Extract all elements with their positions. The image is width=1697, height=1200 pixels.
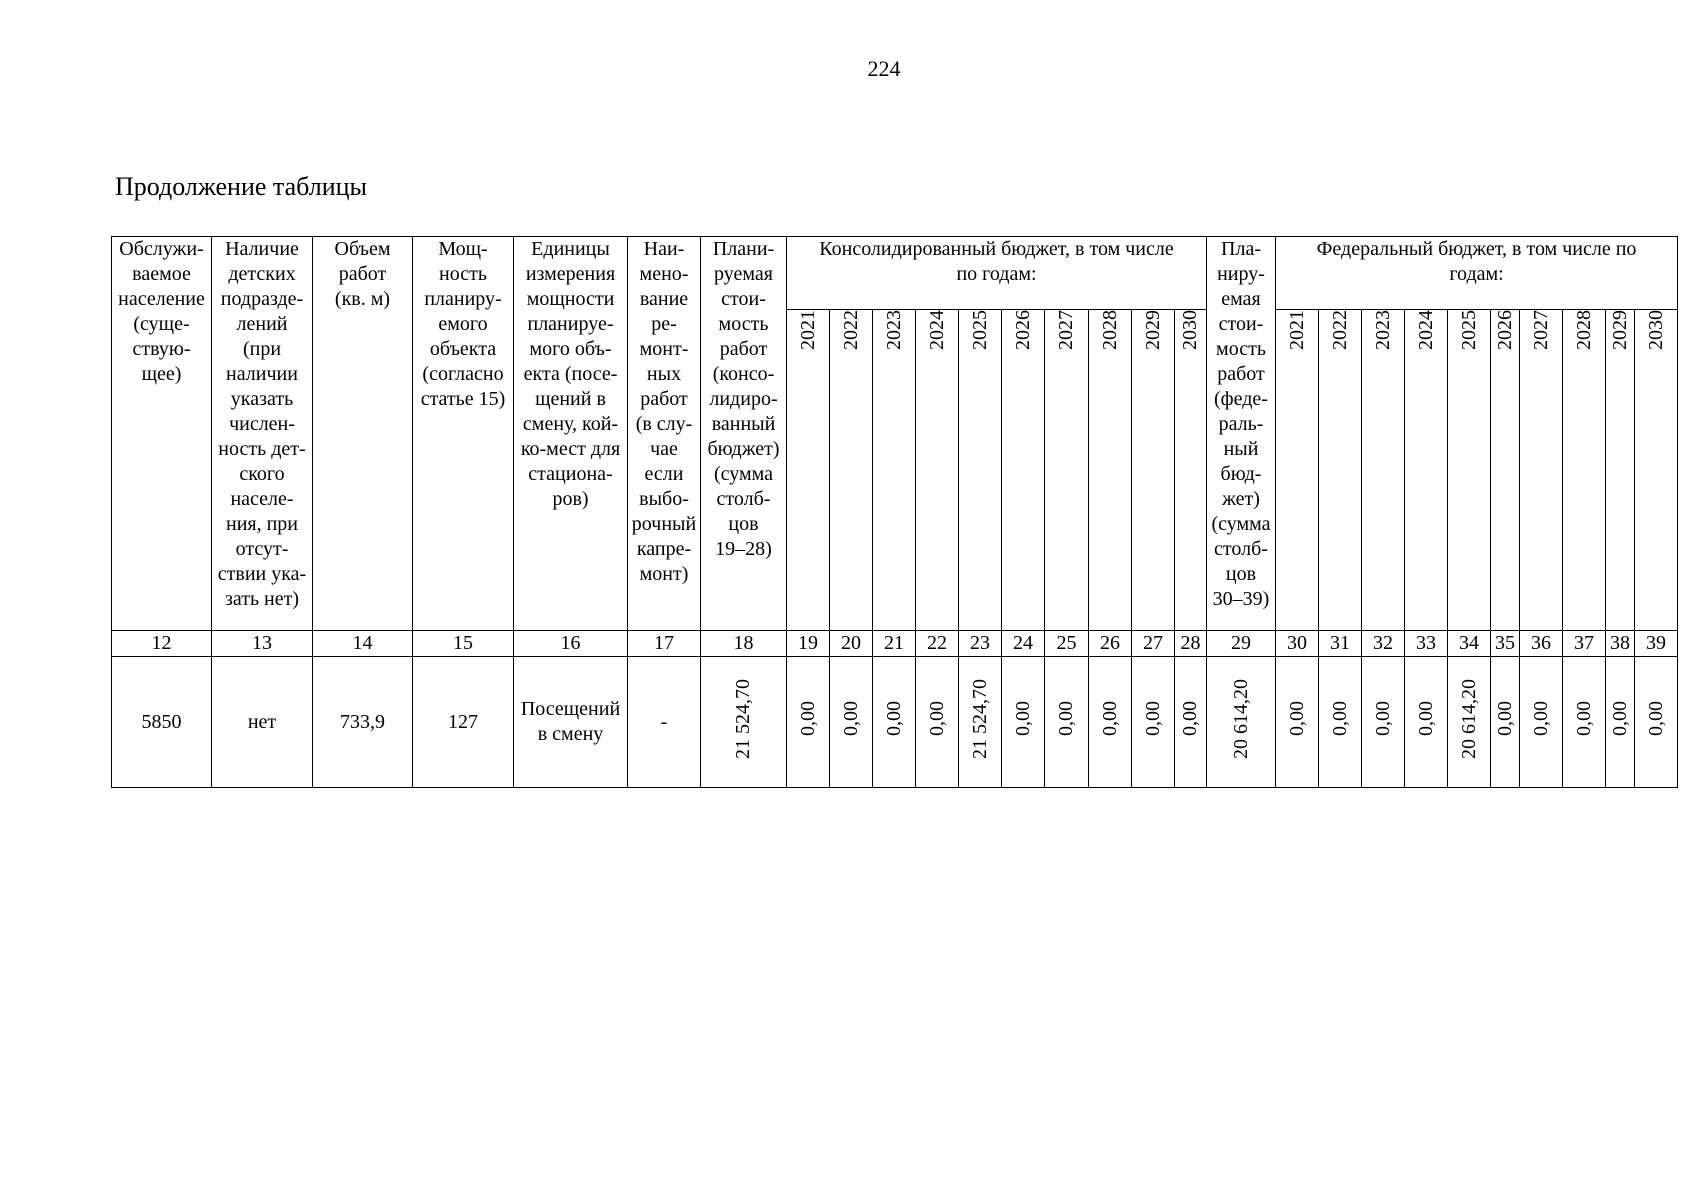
year-cell: 2027 xyxy=(1520,310,1563,631)
column-number: 13 xyxy=(212,631,313,657)
column-number: 26 xyxy=(1089,631,1132,657)
year-cell: 2029 xyxy=(1606,310,1635,631)
column-number: 23 xyxy=(959,631,1002,657)
federal-year-value: 0,00 xyxy=(1635,657,1678,788)
column-number: 25 xyxy=(1045,631,1089,657)
column-number: 18 xyxy=(701,631,787,657)
federal-year-value: 0,00 xyxy=(1491,657,1520,788)
year-cell: 2027 xyxy=(1045,310,1089,631)
column-number: 28 xyxy=(1175,631,1207,657)
federal-year-value: 0,00 xyxy=(1606,657,1635,788)
column-number: 31 xyxy=(1319,631,1362,657)
header-row xyxy=(112,237,1678,310)
column-number: 14 xyxy=(313,631,413,657)
federal-year-value: 0,00 xyxy=(1319,657,1362,788)
column-number: 22 xyxy=(916,631,959,657)
column-number: 20 xyxy=(830,631,873,657)
consolidated-year-value: 0,00 xyxy=(916,657,959,788)
year-cell: 2026 xyxy=(1491,310,1520,631)
budget-table xyxy=(111,236,1678,788)
year-cell: 2022 xyxy=(830,310,873,631)
header-planned-cost-consolidated: Плани- руемая стои- мость работ (консо- лидиро- ванный бюджет) (сумма столб- цов 19–28) xyxy=(701,237,787,631)
year-cell: 2028 xyxy=(1563,310,1606,631)
year-cell: 2028 xyxy=(1089,310,1132,631)
consolidated-year-value: 0,00 xyxy=(787,657,830,788)
table-caption: Продолжение таблицы xyxy=(115,172,367,201)
column-number: 15 xyxy=(413,631,514,657)
children-units-value: нет xyxy=(212,657,313,788)
column-number: 35 xyxy=(1491,631,1520,657)
year-cell: 2026 xyxy=(1002,310,1045,631)
table-row xyxy=(112,657,1678,788)
capacity-units-value: Посещений в смену xyxy=(514,657,628,788)
column-number: 12 xyxy=(112,631,212,657)
consolidated-year-value: 21 524,70 xyxy=(959,657,1002,788)
header-served-population: Обслужи- ваемое население (суще- ствую- щее) xyxy=(112,237,212,631)
year-cell: 2022 xyxy=(1319,310,1362,631)
header-federal-budget: Федеральный бюджет, в том числе по годам: xyxy=(1276,237,1678,310)
consolidated-year-value: 0,00 xyxy=(1045,657,1089,788)
column-number: 34 xyxy=(1448,631,1491,657)
header-children-units: Наличие детских подразде- лений (при наличии указать числен- ность дет- ского населе- ния, при отсут- ствии ука- зать нет) xyxy=(212,237,313,631)
consolidated-year-value: 0,00 xyxy=(830,657,873,788)
federal-year-value: 0,00 xyxy=(1362,657,1405,788)
column-number: 38 xyxy=(1606,631,1635,657)
header-capacity: Мощ- ность планиру- емого объекта (согласно статье 15) xyxy=(413,237,514,631)
column-number: 33 xyxy=(1405,631,1448,657)
column-number: 32 xyxy=(1362,631,1405,657)
column-number: 17 xyxy=(628,631,701,657)
year-cell: 2029 xyxy=(1132,310,1175,631)
page-number: 224 xyxy=(867,56,901,81)
consolidated-year-value: 0,00 xyxy=(1175,657,1207,788)
federal-year-value: 0,00 xyxy=(1276,657,1319,788)
served-population-value: 5850 xyxy=(112,657,212,788)
column-number: 37 xyxy=(1563,631,1606,657)
year-cell: 2021 xyxy=(787,310,830,631)
column-number-row xyxy=(112,631,1678,657)
planned-cost-federal-value: 20 614,20 xyxy=(1207,657,1276,788)
federal-year-value: 20 614,20 xyxy=(1448,657,1491,788)
federal-year-value: 0,00 xyxy=(1563,657,1606,788)
year-cell: 2030 xyxy=(1635,310,1678,631)
consolidated-year-value: 0,00 xyxy=(1002,657,1045,788)
column-number: 24 xyxy=(1002,631,1045,657)
year-cell: 2024 xyxy=(1405,310,1448,631)
consolidated-year-value: 0,00 xyxy=(1132,657,1175,788)
column-number: 30 xyxy=(1276,631,1319,657)
consolidated-year-value: 0,00 xyxy=(1089,657,1132,788)
year-cell: 2023 xyxy=(1362,310,1405,631)
federal-year-value: 0,00 xyxy=(1405,657,1448,788)
year-cell: 2030 xyxy=(1175,310,1207,631)
federal-year-value: 0,00 xyxy=(1520,657,1563,788)
repair-name-value: - xyxy=(628,657,701,788)
year-cell: 2024 xyxy=(916,310,959,631)
header-repair-name: Наи- мено- вание ре- монт- ных работ (в слу- чае если выбо- рочный капре- монт) xyxy=(628,237,701,631)
year-cell: 2023 xyxy=(873,310,916,631)
year-cell: 2025 xyxy=(1448,310,1491,631)
column-number: 27 xyxy=(1132,631,1175,657)
year-cell: 2021 xyxy=(1276,310,1319,631)
work-volume-value: 733,9 xyxy=(313,657,413,788)
column-number: 21 xyxy=(873,631,916,657)
column-number: 19 xyxy=(787,631,830,657)
column-number: 36 xyxy=(1520,631,1563,657)
header-consolidated-budget: Консолидированный бюджет, в том числе по годам: xyxy=(787,237,1207,310)
year-cell: 2025 xyxy=(959,310,1002,631)
header-planned-cost-federal: Пла- ниру- емая стои- мость работ (феде- раль- ный бюд- жет) (сумма столб- цов 30–39) xyxy=(1207,237,1276,631)
column-number: 16 xyxy=(514,631,628,657)
planned-cost-consolidated-value: 21 524,70 xyxy=(701,657,787,788)
consolidated-year-value: 0,00 xyxy=(873,657,916,788)
header-work-volume: Объем работ (кв. м) xyxy=(313,237,413,631)
column-number: 29 xyxy=(1207,631,1276,657)
capacity-value: 127 xyxy=(413,657,514,788)
header-capacity-units: Единицы измерения мощности планируе- мого объ- екта (посе- щений в смену, кой- ко-мест для стациона- ров) xyxy=(514,237,628,631)
column-number: 39 xyxy=(1635,631,1678,657)
